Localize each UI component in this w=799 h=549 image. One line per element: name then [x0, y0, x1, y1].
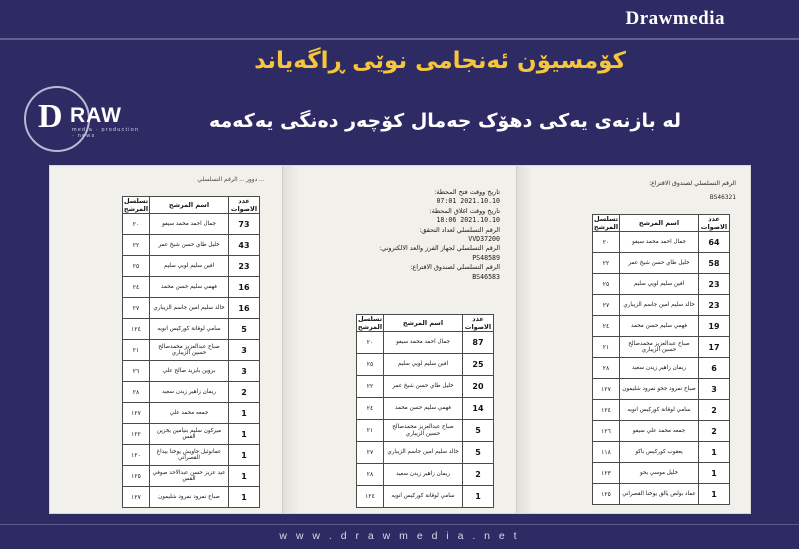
ballot-box-serial-value: BS46321	[709, 194, 736, 201]
document-panel-right	[517, 166, 750, 513]
cell-votes: 19	[699, 316, 730, 337]
cell-candidate-name: سامي لوقانة كوركيس انويه	[150, 319, 229, 340]
table-header-row	[593, 215, 730, 232]
right-results-table	[592, 214, 730, 505]
cell-candidate-index: ١٢٦	[593, 421, 620, 442]
cell-candidate-index: ٢٢	[593, 253, 620, 274]
cell-candidate-index: ١٢٤	[357, 486, 384, 508]
cell-votes: 5	[463, 420, 494, 442]
cell-candidate-index: ٢٥	[357, 354, 384, 376]
table-row	[593, 463, 730, 484]
cell-votes: 2	[699, 400, 730, 421]
cell-candidate-name: عماد بولص يالق يوخنا القصراني	[620, 484, 699, 505]
cell-votes: 1	[699, 463, 730, 484]
info-label: الرقم التسلسلي لصندوق الاقتراع:	[410, 263, 500, 272]
table-row	[357, 332, 494, 354]
cell-votes: 1	[229, 403, 260, 424]
mid-results-table	[356, 314, 494, 508]
column-header-0: عدد الاصوات	[229, 197, 260, 214]
cell-candidate-name: جمعه محمد علي	[150, 403, 229, 424]
cell-votes: 17	[699, 337, 730, 358]
logo-mark: D	[38, 98, 63, 135]
cell-votes: 3	[699, 379, 730, 400]
table-header-row	[123, 197, 260, 214]
logo-wordmark: RAW	[70, 104, 122, 127]
cell-votes: 64	[699, 232, 730, 253]
cell-votes: 3	[229, 361, 260, 382]
cell-candidate-index: ٢١	[123, 340, 150, 361]
table-row	[123, 256, 260, 277]
cell-candidate-index: ٢٠	[123, 214, 150, 235]
cell-candidate-name: خليل موسي يحو	[620, 463, 699, 484]
table-row	[357, 464, 494, 486]
cell-votes: 23	[229, 256, 260, 277]
info-label: الرقم التسلسلي لعداد التحقق:	[419, 225, 500, 234]
document-panel-left	[50, 166, 282, 513]
table-row	[593, 421, 730, 442]
cell-candidate-index: ١٢٤	[593, 400, 620, 421]
table-row	[357, 420, 494, 442]
cell-candidate-name: خليل طاي حسن شيخ عمر	[150, 235, 229, 256]
cell-candidate-name: جمال احمد محمد سيفو	[384, 332, 463, 354]
cell-votes: 58	[699, 253, 730, 274]
cell-votes: 23	[699, 295, 730, 316]
header-divider	[0, 38, 799, 40]
cell-votes: 1	[699, 484, 730, 505]
info-value: BS46583	[472, 272, 500, 281]
table-row	[123, 340, 260, 361]
table-row	[123, 403, 260, 424]
footer-website: w w w . d r a w m e d i a . n e t	[279, 530, 520, 542]
column-header-2: تسلسل المرشح	[357, 315, 383, 331]
cell-candidate-name: سامي لوقانة كوركيس انويه	[384, 486, 463, 508]
cell-candidate-index: ١٢٧	[593, 379, 620, 400]
cell-candidate-name: صباح عبدالعزيز محمدصالح حسين الزيباري	[150, 340, 229, 361]
table-header-row	[357, 315, 494, 332]
cell-votes: 3	[229, 340, 260, 361]
cell-candidate-name: خليل طاي حسن شيخ عمر	[620, 253, 699, 274]
cell-votes: 1	[699, 442, 730, 463]
cell-candidate-index: ٢٨	[357, 464, 384, 486]
table-row	[357, 442, 494, 464]
cell-candidate-index: ١٢٧	[123, 487, 150, 508]
column-header-2: تسلسل المرشح	[593, 215, 619, 231]
cell-candidate-name: ريمان زاهير زيدن سعيد	[150, 382, 229, 403]
table-row	[123, 382, 260, 403]
table-row	[593, 484, 730, 505]
cell-candidate-index: ١٢٥	[123, 466, 150, 487]
table-row	[123, 424, 260, 445]
table-row	[593, 274, 730, 295]
info-row-2	[300, 226, 500, 245]
table-row	[593, 442, 730, 463]
cell-votes: 1	[229, 424, 260, 445]
table-row	[357, 398, 494, 420]
cell-votes: 1	[229, 487, 260, 508]
table-row	[593, 232, 730, 253]
column-header-1: اسم المرشح	[384, 315, 463, 332]
cell-candidate-index: ٢٢	[123, 235, 150, 256]
info-label: تاريخ ووقت فتح المحطة:	[434, 188, 500, 196]
cell-candidate-name: ريمان زاهير زيدن سعيد	[384, 464, 463, 486]
station-info-block	[300, 188, 500, 282]
cell-candidate-index: ٢٨	[123, 382, 150, 403]
cell-candidate-index: ٢٤	[593, 316, 620, 337]
cell-votes: 1	[229, 445, 260, 466]
table-row	[593, 379, 730, 400]
cell-candidate-index: ٢٦	[123, 361, 150, 382]
cell-votes: 43	[229, 235, 260, 256]
cell-candidate-index: ١١٨	[593, 442, 620, 463]
cell-candidate-index: ٢٥	[123, 256, 150, 277]
cell-candidate-name: جمال احمد محمد سيفو	[620, 232, 699, 253]
cell-candidate-index: ٢٠	[357, 332, 384, 354]
cell-candidate-name: خليل طاي حسن شيخ عمر	[384, 376, 463, 398]
table-row	[593, 400, 730, 421]
footer-divider	[0, 524, 799, 525]
table-row	[593, 316, 730, 337]
cell-votes: 73	[229, 214, 260, 235]
cell-candidate-name: ميركون سليم بنيامين يخزين القس	[150, 424, 229, 445]
cell-candidate-name: فهمي سليم حسن محمد	[384, 398, 463, 420]
column-header-0: عدد الاصوات	[463, 315, 494, 332]
cell-votes: 14	[463, 398, 494, 420]
cell-candidate-name: يعقوب كوركيس باكو	[620, 442, 699, 463]
cell-candidate-name: فهمي سليم حسن محمد	[150, 277, 229, 298]
info-row-1	[300, 207, 500, 226]
table-row	[123, 214, 260, 235]
cell-candidate-index: ١٢٧	[123, 403, 150, 424]
left-top-note: ... دوور ... الرقم التسلسلي	[197, 177, 264, 183]
table-row	[593, 358, 730, 379]
info-row-0	[300, 188, 500, 207]
cell-candidate-name: صباح نمرود نمرود شليمون	[150, 487, 229, 508]
cell-candidate-index: ١٢٣	[593, 463, 620, 484]
cell-candidate-name: صباح عبدالعزيز محمدصالح حسين الزيباري	[384, 420, 463, 442]
cell-candidate-name: صباح نمرود جحو نمرود شليمون	[620, 379, 699, 400]
cell-votes: 2	[463, 464, 494, 486]
cell-votes: 2	[229, 382, 260, 403]
document-panel-mid	[283, 166, 516, 513]
table-row	[357, 486, 494, 508]
cell-candidate-name: خالد سليم امين جاسم الزيباري	[150, 298, 229, 319]
cell-candidate-index: ٢٢	[357, 376, 384, 398]
info-label: تاريخ ووقت اغلاق المحطة:	[429, 206, 500, 215]
cell-candidate-name: بروين بايزيد صالح علي	[150, 361, 229, 382]
cell-votes: 5	[229, 319, 260, 340]
cell-candidate-name: ريمان زاهير زيدن سعيد	[620, 358, 699, 379]
table-row	[123, 277, 260, 298]
cell-candidate-index: ٢١	[357, 420, 384, 442]
cell-candidate-name: جمعه محمد علي سيفو	[620, 421, 699, 442]
table-row	[593, 295, 730, 316]
cell-votes: 6	[699, 358, 730, 379]
cell-candidate-index: ٢٧	[593, 295, 620, 316]
cell-candidate-name: خالد سليم امين جاسم الزيباري	[384, 442, 463, 464]
column-header-1: اسم المرشح	[620, 215, 699, 232]
cell-candidate-index: ٢٤	[123, 277, 150, 298]
cell-candidate-index: ٢٠	[593, 232, 620, 253]
cell-candidate-index: ٢٧	[123, 298, 150, 319]
draw-logo	[24, 86, 144, 152]
scanned-document	[50, 166, 750, 513]
left-results-table	[122, 196, 260, 508]
logo-tagline: media · production · news	[72, 127, 140, 139]
info-label: الرقم التسلسلي لجهاز الفرز والعد الالكتروني:	[379, 244, 500, 253]
table-row	[123, 298, 260, 319]
cell-candidate-name: افين سليم لويي سليم	[150, 256, 229, 277]
table-row	[357, 376, 494, 398]
cell-candidate-name: خالد سليم امين جاسم الزيباري	[620, 295, 699, 316]
cell-candidate-index: ١٢٢	[123, 424, 150, 445]
cell-candidate-index: ٢٧	[357, 442, 384, 464]
cell-candidate-name: افين سليم لويي سليم	[384, 354, 463, 376]
cell-candidate-name: جمال احمد محمد سيفو	[150, 214, 229, 235]
cell-votes: 87	[463, 332, 494, 354]
info-row-4	[300, 263, 500, 282]
table-row	[593, 337, 730, 358]
cell-candidate-name: عمانوئيل جاويش يوخنا بيداغ القصراني	[150, 445, 229, 466]
table-row	[123, 445, 260, 466]
table-row	[123, 319, 260, 340]
table-row	[123, 361, 260, 382]
info-value: 2021.10.10 07:01	[436, 197, 500, 206]
cell-votes: 2	[699, 421, 730, 442]
cell-votes: 5	[463, 442, 494, 464]
info-value: PS48589	[472, 253, 500, 262]
cell-votes: 1	[229, 466, 260, 487]
cell-candidate-name: سامي لوقانة كوركيس انويه	[620, 400, 699, 421]
column-header-0: عدد الاصوات	[699, 215, 730, 232]
cell-candidate-index: ٢٤	[357, 398, 384, 420]
cell-candidate-index: ١٢٥	[593, 484, 620, 505]
table-row	[123, 466, 260, 487]
column-header-1: اسم المرشح	[150, 197, 229, 214]
cell-votes: 16	[229, 277, 260, 298]
cell-candidate-index: ١٢٠	[123, 445, 150, 466]
table-row	[123, 235, 260, 256]
cell-votes: 25	[463, 354, 494, 376]
column-header-2: تسلسل المرشح	[123, 197, 149, 213]
cell-candidate-index: ٢٥	[593, 274, 620, 295]
cell-candidate-name: افين سليم لويي سليم	[620, 274, 699, 295]
cell-votes: 1	[463, 486, 494, 508]
table-row	[123, 487, 260, 508]
cell-candidate-index: ١٢٤	[123, 319, 150, 340]
cell-candidate-index: ٢١	[593, 337, 620, 358]
cell-votes: 23	[699, 274, 730, 295]
table-row	[593, 253, 730, 274]
brand-title: Drawmedia	[625, 8, 725, 29]
cell-candidate-name: صباح عبدالعزيز محمدصالح حسين الزيباري	[620, 337, 699, 358]
page-title: کۆمسیۆن ئەنجامی نوێی ڕاگەیاند	[254, 48, 626, 74]
ballot-box-serial-label: الرقم التسلسلي لصندوق الاقتراع:	[649, 180, 736, 187]
cell-votes: 16	[229, 298, 260, 319]
table-row	[357, 354, 494, 376]
info-value: 2021.10.10 18:06	[436, 216, 500, 225]
cell-candidate-index: ٢٨	[593, 358, 620, 379]
cell-candidate-name: فهمي سليم حسن محمد	[620, 316, 699, 337]
info-value: VVD37200	[468, 234, 500, 243]
info-row-3	[300, 244, 500, 263]
cell-votes: 20	[463, 376, 494, 398]
page-subtitle: لە بازنەی یەکی دهۆک جەمال کۆچەر دەنگی یەکەمە	[208, 110, 682, 132]
cell-candidate-name: عيد عزيز حسن عبدالاحد صوفي القس	[150, 466, 229, 487]
